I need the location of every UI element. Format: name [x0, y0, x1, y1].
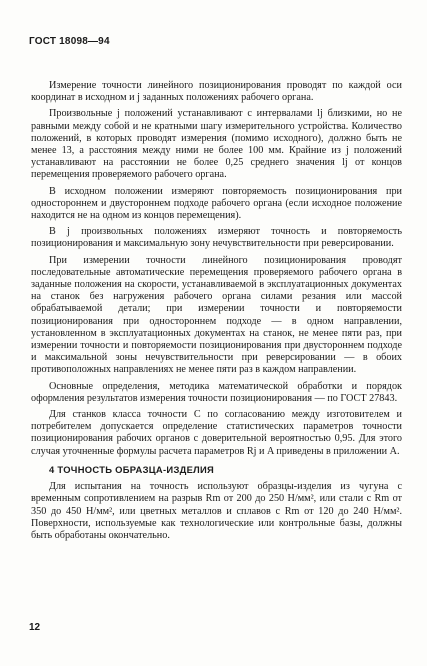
paragraph: Произвольные j положений устанавливают с интервалами lj близкими, но не равными между собой и не кратными шагу измерительного устройства. Количество положений, в которых проводят измерения (помимо исходного), должно быть не менее 13, а расстояния между ними не более 100 мм. Крайние из j положений устанавливают на расстоянии не более 0,25 среднего значения lj от концов перемещения проверяемого рабочего органа. [31, 108, 402, 181]
page-number: 12 [29, 622, 41, 633]
paragraph: Измерение точности линейного позиционирования проводят по каждой оси координат в исходном и j заданных положениях рабочего органа. [31, 80, 402, 104]
paragraph: При измерении точности линейного позиционирования проводят последовательные автоматические перемещения проверяемого рабочего органа в заданные положения на скорости, устанавливаемой в эксплуатационных документах на станок без нагружения рабочего органа силами резания или массой обрабатываемой детали; при измерении точности и повторяемости позиционирования при одностороннем подходе — в одном направлении, установленном в эксплуатационных документах на станок, не менее пяти раз, при измерении точности и повторяемости позиционирования при двустороннем подходе и максимальной зоны нечувствительности при реверсировании — в обоих противоположных направлениях не менее пяти раз в каждом направлении. [31, 254, 402, 376]
document-body [31, 80, 402, 546]
paragraph: Основные определения, методика математической обработки и порядок оформления результатов измерения точности позиционирования — по ГОСТ 27843. [31, 380, 402, 404]
paragraph: Для станков класса точности С по согласованию между изготовителем и потребителем допускается определение статистических параметров точности позиционирования рабочих органов с доверительной вероятностью 0,95. Для этого случая уточненные формулы расчета параметров Rj и A приведены в приложении А. [31, 409, 402, 457]
paragraph: Для испытания на точность используют образцы-изделия из чугуна с временным сопротивлением на разрыв Rm от 200 до 250 Н/мм², или стали с Rm от 350 до 450 Н/мм², или цветных металлов и сплавов с Rm от 120 до 240 Н/мм². Поверхности, используемые как технологические или контрольные базы, должны быть обработаны окончательно. [31, 481, 402, 541]
document-header: ГОСТ 18098—94 [29, 36, 110, 47]
paragraph: В исходном положении измеряют повторяемость позиционирования при одностороннем и двустороннем подходе рабочего органа (если исходное положение находится не на одном из концов перемещения). [31, 185, 402, 222]
section-heading: 4 ТОЧНОСТЬ ОБРАЗЦА-ИЗДЕЛИЯ [49, 463, 215, 475]
paragraph: В j произвольных положениях измеряют точность и повторяемость позиционирования и максимальную зону нечувствительности при реверсировании. [31, 226, 402, 250]
